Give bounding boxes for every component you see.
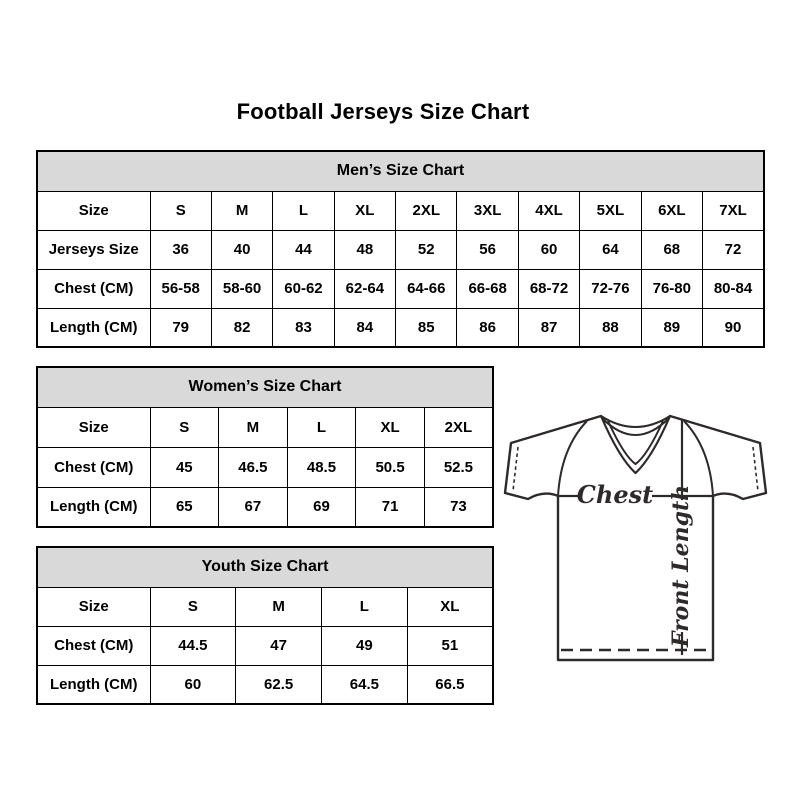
- size-column-header: 3XL: [457, 191, 518, 230]
- size-column-header: L: [287, 407, 356, 447]
- table-cell: 87: [518, 308, 579, 347]
- table-cell: 56: [457, 230, 518, 269]
- row-label: Chest (CM): [37, 447, 150, 487]
- jersey-measurement-diagram: [498, 396, 778, 686]
- size-column-header: XL: [407, 587, 493, 626]
- table-cell: 58-60: [211, 269, 272, 308]
- table-cell: 48.5: [287, 447, 356, 487]
- size-column-header: S: [150, 407, 219, 447]
- table-cell: 48: [334, 230, 395, 269]
- table-cell: 67: [219, 487, 288, 527]
- size-column-header: M: [219, 407, 288, 447]
- size-header-row: [37, 191, 764, 230]
- table-cell: 46.5: [219, 447, 288, 487]
- table-cell: 71: [356, 487, 425, 527]
- table-cell: 68: [641, 230, 702, 269]
- table-cell: 64-66: [396, 269, 457, 308]
- table-cell: 79: [150, 308, 211, 347]
- page-title: Football Jerseys Size Chart: [236, 99, 530, 124]
- table-cell: 84: [334, 308, 395, 347]
- table-row: [37, 308, 764, 347]
- table-cell: 72-76: [580, 269, 641, 308]
- size-column-header: XL: [334, 191, 395, 230]
- table-cell: 73: [424, 487, 493, 527]
- size-column-header: S: [150, 191, 211, 230]
- size-column-header: 6XL: [641, 191, 702, 230]
- table-row: [37, 269, 764, 308]
- size-column-header: L: [273, 191, 334, 230]
- size-column-header: M: [211, 191, 272, 230]
- table-cell: 68-72: [518, 269, 579, 308]
- size-column-header: 2XL: [396, 191, 457, 230]
- table-cell: 65: [150, 487, 219, 527]
- table-cell: 76-80: [641, 269, 702, 308]
- chest-measure-label: Chest: [576, 480, 654, 509]
- mens-size-table: [36, 150, 765, 348]
- table-row: [37, 665, 493, 704]
- table-header-row: [37, 547, 493, 587]
- size-header-row: [37, 407, 493, 447]
- size-column-header: L: [322, 587, 408, 626]
- table-cell: 51: [407, 626, 493, 665]
- table-row: [37, 487, 493, 527]
- row-label: Length (CM): [37, 487, 150, 527]
- table-title: Youth Size Chart: [37, 547, 493, 587]
- table-cell: 62-64: [334, 269, 395, 308]
- size-column-header: S: [150, 587, 236, 626]
- table-cell: 83: [273, 308, 334, 347]
- row-label: Size: [37, 407, 150, 447]
- table-cell: 64.5: [322, 665, 408, 704]
- jersey-outline: [505, 416, 766, 660]
- table-cell: 66-68: [457, 269, 518, 308]
- youth-size-table: [36, 546, 494, 705]
- size-column-header: 4XL: [518, 191, 579, 230]
- table-cell: 60: [518, 230, 579, 269]
- table-header-row: [37, 151, 764, 191]
- table-cell: 36: [150, 230, 211, 269]
- table-cell: 52.5: [424, 447, 493, 487]
- size-header-row: [37, 587, 493, 626]
- size-column-header: 2XL: [424, 407, 493, 447]
- table-cell: 50.5: [356, 447, 425, 487]
- table-cell: 52: [396, 230, 457, 269]
- table-cell: 80-84: [703, 269, 764, 308]
- size-column-header: 7XL: [703, 191, 764, 230]
- row-label: Chest (CM): [37, 626, 150, 665]
- table-cell: 89: [641, 308, 702, 347]
- table-cell: 82: [211, 308, 272, 347]
- front-length-measure-label: Front Length: [668, 484, 694, 648]
- table-cell: 86: [457, 308, 518, 347]
- table-cell: 56-58: [150, 269, 211, 308]
- row-label: Length (CM): [37, 308, 150, 347]
- table-cell: 90: [703, 308, 764, 347]
- table-cell: 47: [236, 626, 322, 665]
- table-title: Men’s Size Chart: [37, 151, 764, 191]
- size-column-header: M: [236, 587, 322, 626]
- table-header-row: [37, 367, 493, 407]
- size-column-header: XL: [356, 407, 425, 447]
- row-label: Size: [37, 587, 150, 626]
- womens-size-table: [36, 366, 494, 528]
- table-cell: 49: [322, 626, 408, 665]
- table-row: [37, 230, 764, 269]
- table-cell: 85: [396, 308, 457, 347]
- table-cell: 45: [150, 447, 219, 487]
- row-label: Jerseys Size: [37, 230, 150, 269]
- table-cell: 60: [150, 665, 236, 704]
- table-row: [37, 626, 493, 665]
- table-cell: 62.5: [236, 665, 322, 704]
- table-row: [37, 447, 493, 487]
- table-cell: 44: [273, 230, 334, 269]
- table-title: Women’s Size Chart: [37, 367, 493, 407]
- table-cell: 60-62: [273, 269, 334, 308]
- row-label: Chest (CM): [37, 269, 150, 308]
- table-cell: 64: [580, 230, 641, 269]
- row-label: Length (CM): [37, 665, 150, 704]
- table-cell: 40: [211, 230, 272, 269]
- table-cell: 72: [703, 230, 764, 269]
- table-cell: 69: [287, 487, 356, 527]
- table-cell: 88: [580, 308, 641, 347]
- table-cell: 44.5: [150, 626, 236, 665]
- row-label: Size: [37, 191, 150, 230]
- table-cell: 66.5: [407, 665, 493, 704]
- size-column-header: 5XL: [580, 191, 641, 230]
